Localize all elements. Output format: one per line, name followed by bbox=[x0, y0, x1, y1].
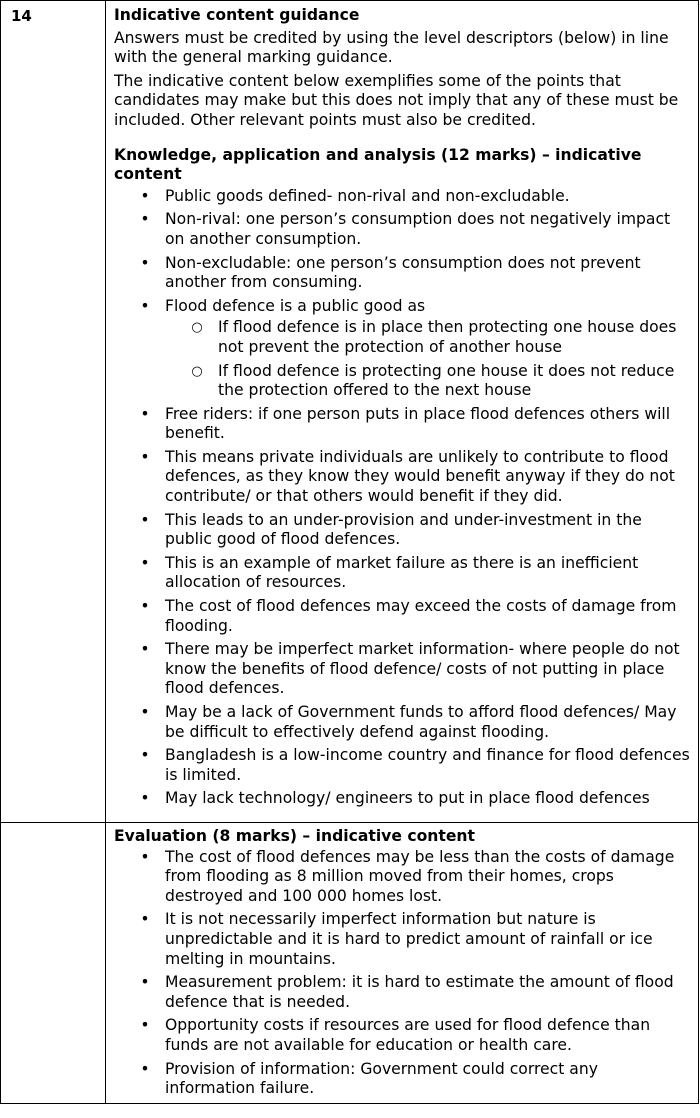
bullet-text: Non-rival: one person’s consumption does not negatively impact on another consumption. bbox=[165, 210, 671, 248]
bullet-text: This is an example of market failure as there is an inefficient allocation of resources. bbox=[165, 553, 639, 592]
list-item bbox=[140, 253, 690, 293]
knowledge-heading: Knowledge, application and analysis (12 marks) – indicative content bbox=[114, 145, 642, 184]
bullet-icon: • bbox=[140, 186, 150, 205]
list-item bbox=[140, 597, 690, 636]
list-item bbox=[140, 447, 690, 507]
list-item bbox=[140, 789, 690, 809]
bullet-text: Public goods defined- non-rival and non-excludable. bbox=[165, 186, 570, 205]
evaluation-bullet-list bbox=[114, 848, 690, 1099]
list-item bbox=[140, 1016, 690, 1055]
list-item bbox=[140, 640, 690, 699]
bullet-text: Provision of information: Government could correct any information failure. bbox=[165, 1059, 598, 1098]
bullet-text: It is not necessarily imperfect information but nature is unpredictable and it is hard to predict amount of rainfall or ice melting in mountains. bbox=[165, 910, 653, 968]
bullet-icon: • bbox=[140, 253, 150, 272]
hollow-bullet-icon: ○ bbox=[191, 320, 203, 336]
bullet-icon: • bbox=[140, 703, 150, 721]
bullet-icon: • bbox=[140, 973, 150, 992]
list-item bbox=[140, 296, 690, 401]
bullet-icon: • bbox=[140, 910, 150, 929]
empty-question-cell bbox=[1, 823, 106, 1104]
list-item bbox=[140, 186, 690, 207]
bullet-icon: • bbox=[140, 404, 150, 423]
evaluation-heading: Evaluation (8 marks) – indicative content bbox=[114, 827, 475, 845]
sub-bullet-text: If flood defence is protecting one house it does not reduce the protection offered to the next house bbox=[218, 361, 675, 400]
hollow-bullet-icon: ○ bbox=[191, 363, 203, 379]
bullet-text: Bangladesh is a low-income country and finance for flood defences is limited. bbox=[165, 746, 690, 784]
list-item bbox=[140, 210, 690, 249]
question-number: 14 bbox=[1, 1, 106, 823]
guidance-paragraph: The indicative content below exemplifies some of the points that candidates may make but this does not imply that any of these must be included. Other relevant points must also be credited. bbox=[114, 71, 679, 129]
evaluation-row bbox=[1, 823, 699, 1104]
bullet-icon: • bbox=[140, 847, 150, 866]
knowledge-bullet-list bbox=[114, 187, 690, 809]
bullet-icon: • bbox=[140, 210, 150, 229]
list-item bbox=[140, 910, 690, 969]
bullet-text: May be a lack of Government funds to afford flood defences/ May be difficult to effectively defend against flooding. bbox=[165, 703, 677, 741]
bullet-text: This means private individuals are unlikely to contribute to flood defences, as they know they would benefit anyway if they do not contribute/ or that others would benefit if they did. bbox=[165, 447, 675, 506]
bullet-icon: • bbox=[140, 296, 150, 315]
bullet-text: Opportunity costs if resources are used for flood defence than funds are not available for education or health care. bbox=[165, 1016, 651, 1054]
bullet-text: The cost of flood defences may exceed the costs of damage from flooding. bbox=[165, 597, 677, 635]
guidance-heading: Indicative content guidance bbox=[114, 6, 360, 24]
bullet-text: Measurement problem: it is hard to estimate the amount of flood defence that is needed. bbox=[165, 973, 674, 1011]
list-item bbox=[140, 510, 690, 550]
bullet-icon: • bbox=[140, 1059, 150, 1078]
sub-bullet-text: If flood defence is in place then protecting one house does not prevent the protection of another house bbox=[218, 318, 677, 356]
knowledge-content-cell bbox=[106, 1, 699, 823]
list-item bbox=[140, 703, 690, 742]
bullet-icon: • bbox=[140, 553, 150, 572]
bullet-text: This leads to an under-provision and under-investment in the public good of flood defences. bbox=[165, 510, 642, 549]
list-item bbox=[140, 1059, 690, 1099]
bullet-icon: • bbox=[140, 789, 150, 808]
bullet-icon: • bbox=[140, 640, 150, 659]
bullet-icon: • bbox=[140, 1016, 150, 1035]
sub-list-item bbox=[191, 361, 690, 401]
bullet-icon: • bbox=[140, 447, 150, 466]
list-item bbox=[140, 746, 690, 785]
bullet-icon: • bbox=[140, 597, 150, 616]
bullet-text: May lack technology/ engineers to put in place flood defences bbox=[165, 789, 650, 808]
list-item bbox=[140, 404, 690, 444]
list-item bbox=[140, 973, 690, 1012]
evaluation-content-cell bbox=[106, 823, 699, 1104]
guidance-paragraph: Answers must be credited by using the level descriptors (below) in line with the general marking guidance. bbox=[114, 28, 669, 67]
knowledge-row bbox=[1, 1, 699, 823]
list-item bbox=[140, 553, 690, 593]
sub-bullet-list bbox=[165, 318, 690, 400]
bullet-text: Non-excludable: one person’s consumption does not prevent another from consuming. bbox=[165, 253, 641, 292]
bullet-icon: • bbox=[140, 746, 150, 765]
bullet-text: There may be imperfect market information- where people do not know the benefits of flood defence/ costs of not putting in place flood defences. bbox=[165, 640, 680, 698]
bullet-text: The cost of flood defences may be less than the costs of damage from flooding as 8 million moved from their homes, crops destroyed and 100 000 homes lost. bbox=[165, 847, 675, 905]
bullet-text: Free riders: if one person puts in place flood defences others will benefit. bbox=[165, 404, 671, 443]
sub-list-item bbox=[191, 318, 690, 357]
bullet-text: Flood defence is a public good as bbox=[165, 296, 426, 315]
list-item bbox=[140, 847, 690, 907]
bullet-icon: • bbox=[140, 510, 150, 529]
